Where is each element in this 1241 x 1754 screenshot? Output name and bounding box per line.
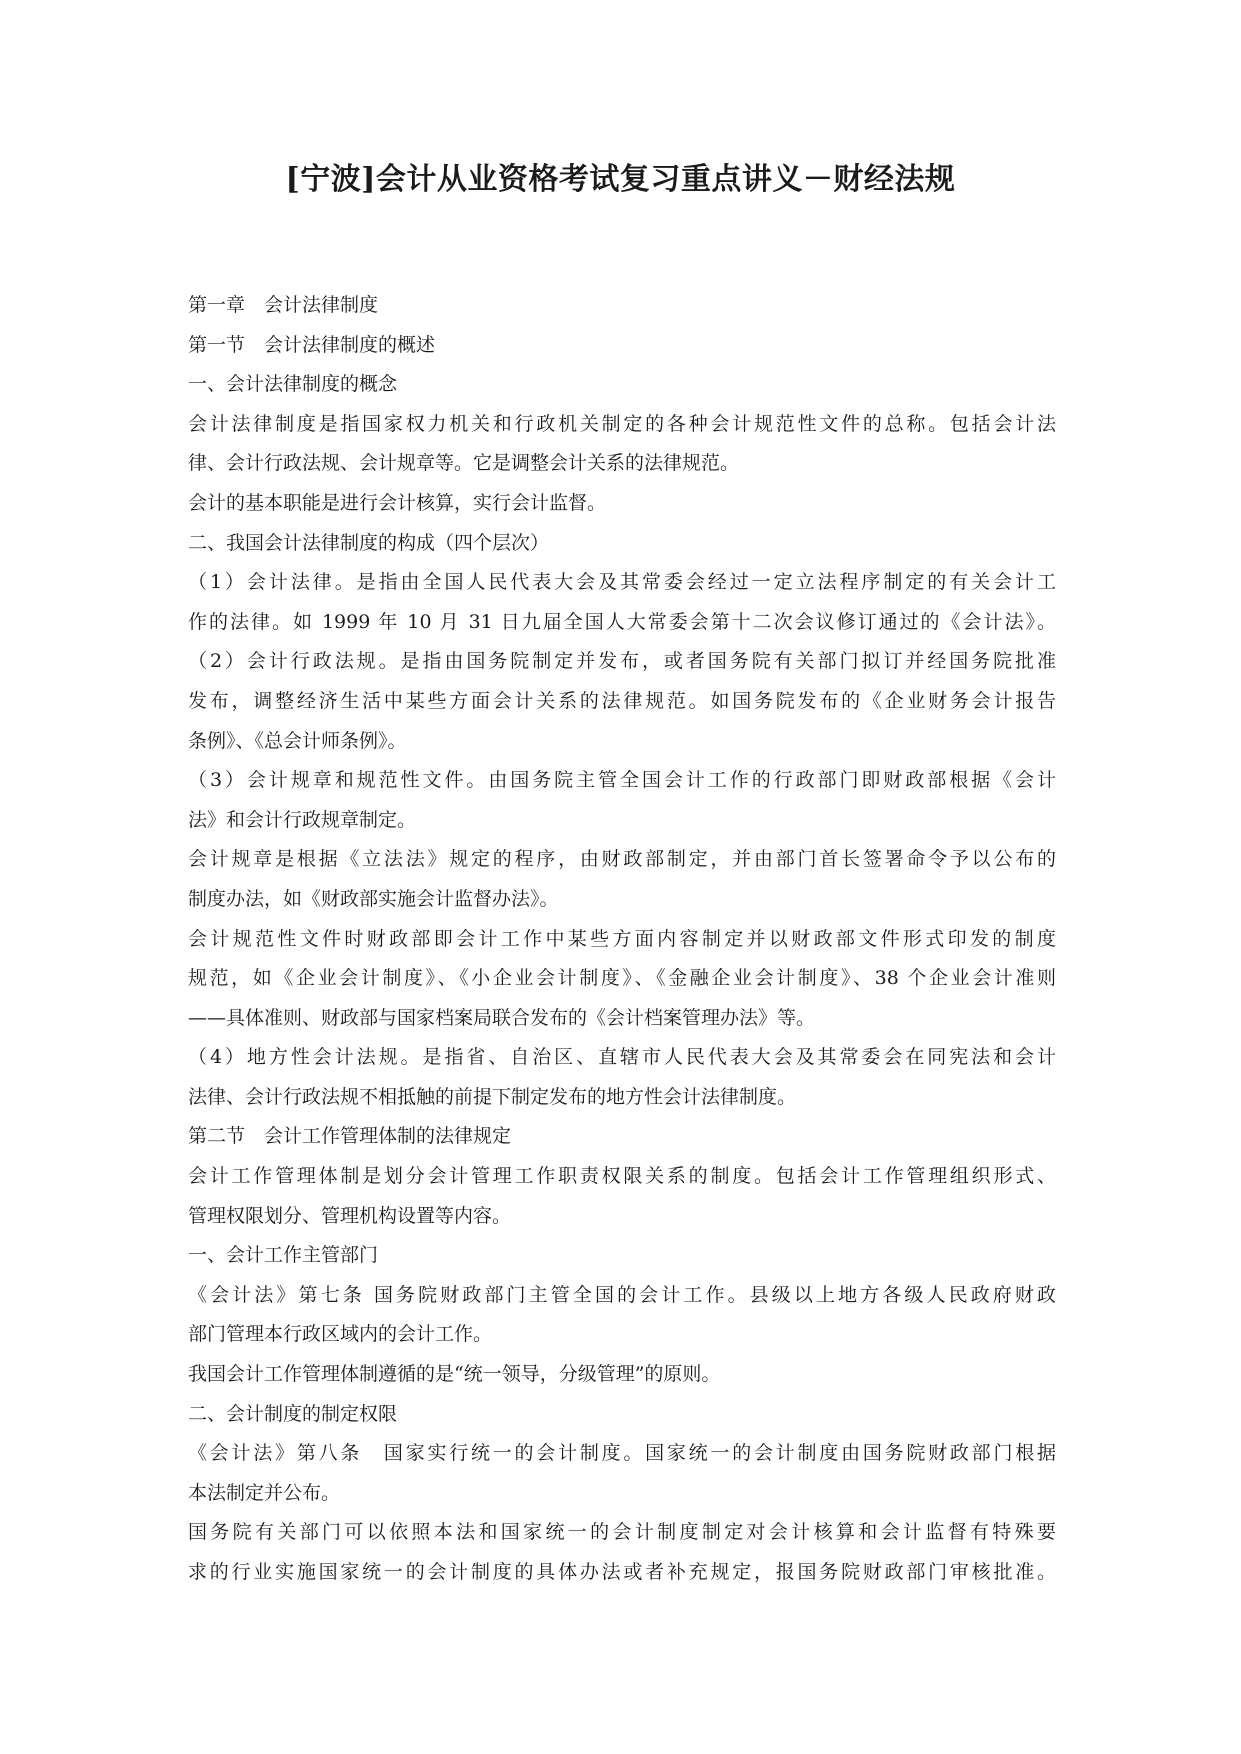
document-body (188, 286, 1056, 1593)
text-line: 作的法律。如 1999 年 10 月 31 日九届全国人大常委会第十二次会议修订通过的《会计法》。 (188, 610, 1056, 633)
text-line: 会计工作管理体制是划分会计管理工作职责权限关系的制度。包括会计工作管理组织形式、 (188, 1165, 1056, 1188)
text-line: 第二节 会计工作管理体制的法律规定 (188, 1125, 512, 1148)
text-line: 求的行业实施国家统一的会计制度的具体办法或者补充规定，报国务院财政部门审核批准。 (188, 1561, 1056, 1583)
text-line: 《会计法》第七条 国务院财政部门主管全国的会计工作。县级以上地方各级人民政府财政 (188, 1283, 1056, 1306)
text-line: 会计规范性文件时财政部即会计工作中某些方面内容制定并以财政部文件形式印发的制度 (188, 927, 1056, 950)
text-line: 制度办法，如《财政部实施会计监督办法》。 (188, 887, 559, 910)
text-line: （2）会计行政法规。是指由国务院制定并发布，或者国务院有关部门拟订并经国务院批准 (188, 650, 1056, 673)
text-line: 发布，调整经济生活中某些方面会计关系的法律规范。如国务院发布的《企业财务会计报告 (188, 689, 1056, 712)
text-line: 法》和会计行政规章制定。 (188, 808, 417, 831)
text-line: 我国会计工作管理体制遵循的是“统一领导，分级管理”的原则。 (188, 1363, 721, 1386)
text-line: （1）会计法律。是指由全国人民代表大会及其常委会经过一定立法程序制定的有关会计工 (188, 571, 1056, 594)
text-line: 一、会计法律制度的概念 (188, 373, 398, 396)
text-line: 规范，如《企业会计制度》、《小企业会计制度》、《金融企业会计制度》、38 个企业会计准则 (188, 967, 1056, 990)
text-line: 二、会计制度的制定权限 (188, 1402, 398, 1425)
text-line: 第一节 会计法律制度的概述 (188, 333, 436, 356)
text-line: 《会计法》第八条 国家实行统一的会计制度。国家统一的会计制度由国务院财政部门根据 (188, 1442, 1056, 1465)
text-line: 会计的基本职能是进行会计核算，实行会计监督。 (188, 491, 607, 514)
text-line: 律、会计行政法规、会计规章等。它是调整会计关系的法律规范。 (188, 452, 740, 475)
text-line: 会计法律制度是指国家权力机关和行政机关制定的各种会计规范性文件的总称。包括会计法 (188, 412, 1056, 435)
text-line: 本法制定并公布。 (188, 1481, 341, 1504)
text-line: 法律、会计行政法规不相抵触的前提下制定发布的地方性会计法律制度。 (188, 1085, 797, 1108)
text-line: 二、我国会计法律制度的构成（四个层次） (188, 531, 550, 554)
text-line: 第一章 会计法律制度 (188, 294, 379, 316)
text-line: 部门管理本行政区域内的会计工作。 (188, 1323, 493, 1346)
text-line: 国务院有关部门可以依照本法和国家统一的会计制度制定对会计核算和会计监督有特殊要 (188, 1521, 1056, 1544)
text-line: 一、会计工作主管部门 (188, 1244, 379, 1267)
document-title: [宁波]会计从业资格考试复习重点讲义－财经法规 (285, 162, 956, 197)
text-line: ——具体准则、财政部与国家档案局联合发布的《会计档案管理办法》等。 (188, 1006, 816, 1029)
text-line: （3）会计规章和规范性文件。由国务院主管全国会计工作的行政部门即财政部根据《会计 (188, 769, 1056, 792)
text-line: 条例》、《总会计师条例》。 (188, 729, 407, 752)
text-line: 会计规章是根据《立法法》规定的程序，由财政部制定，并由部门首长签署命令予以公布的 (188, 848, 1056, 871)
text-line: （4）地方性会计法规。是指省、自治区、直辖市人民代表大会及其常委会在同宪法和会计 (188, 1046, 1056, 1069)
text-line: 管理权限划分、管理机构设置等内容。 (188, 1204, 512, 1227)
